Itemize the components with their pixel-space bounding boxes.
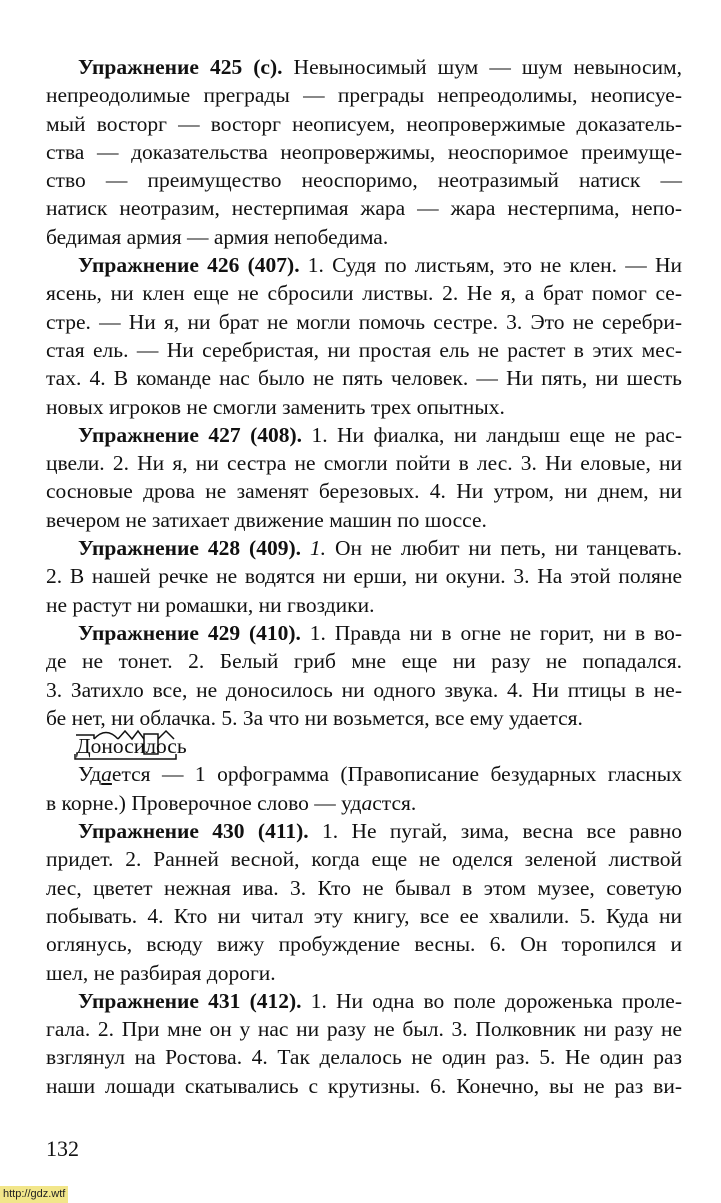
exercise-heading: Упражнение 426 (407).: [78, 253, 300, 278]
page-number: 132: [46, 1136, 79, 1161]
text-segment: стся.: [372, 790, 417, 815]
exercise-heading: Упражнение 425 (с).: [78, 55, 283, 79]
text-segment: 1. Ни фиалка, ни ландыш еще не рас-: [302, 422, 682, 447]
text-line: [46, 676, 682, 704]
text-segment: 1. Правда ни в огне не горит, ни в во-: [300, 620, 682, 645]
text-line: [46, 1072, 682, 1100]
text-line: [46, 874, 682, 902]
text-line: [46, 223, 682, 251]
text-segment: стре. — Ни я, ни брат не могли помочь сестре. 3. Это не серебри-: [46, 309, 682, 334]
text-segment: бедимая армия — армия непобедима.: [46, 224, 389, 249]
text-line: [46, 619, 682, 647]
text-line: [46, 930, 682, 958]
text-segment: взглянул на Ростова. 4. Так делалось не один раз. 5. Не один раз: [46, 1045, 682, 1070]
text-line: [46, 647, 682, 675]
text-segment: Невыносимый шум — шум невыносим,: [282, 55, 682, 79]
text-line: [46, 110, 682, 138]
text-line: [46, 364, 682, 392]
text-segment: цвели. 2. Ни я, ни сестра не смогли пойти в лес. 3. Ни еловые, ни: [46, 451, 682, 476]
text-segment: де не тонет. 2. Белый гриб мне еще ни разу не попадался.: [46, 649, 682, 674]
text-line: [46, 194, 682, 222]
text-segment: 1. Не пугай, зима, весна все равно: [308, 819, 682, 844]
text-segment: а: [101, 762, 112, 787]
text-line: [46, 845, 682, 873]
text-line: [46, 336, 682, 364]
text-line: [46, 166, 682, 194]
text-line: [46, 902, 682, 930]
text-line: [46, 760, 682, 788]
text-segment: Он не любит ни петь, ни танцевать.: [326, 536, 682, 561]
text-line: [46, 506, 682, 534]
text-segment: ство — преимущество неоспоримо, неотразимый натиск —: [46, 168, 682, 193]
text-line: [46, 251, 682, 279]
text-segment: сосновые дрова не заменят березовых. 4. Ни утром, ни днем, ни: [46, 479, 682, 504]
text-segment: 2. В нашей речке не водятся ни ерши, ни окуни. 3. На этой поляне: [46, 564, 682, 589]
exercise-heading: Упражнение 428 (409).: [78, 536, 301, 561]
text-line: [46, 1043, 682, 1071]
text-segment: придет. 2. Ранней весной, когда еще не оделся зеленой листвой: [46, 847, 682, 872]
text-line: [46, 591, 682, 619]
text-segment: стая ель. — Ни серебристая, ни простая ель не растет в этих мес-: [46, 337, 682, 362]
text-line: [46, 138, 682, 166]
text-segment: 1.: [309, 536, 327, 561]
text-segment: ства — доказательства неопровержимы, неоспоримое преимуще-: [46, 139, 682, 164]
text-segment: не растут ни ромашки, ни гвоздики.: [46, 592, 375, 617]
page-text: [46, 53, 682, 1100]
text-line: [46, 789, 682, 817]
text-line: [46, 1015, 682, 1043]
text-segment: побывать. 4. Кто ни читал эту книгу, все ее хвалили. 5. Куда ни: [46, 903, 682, 928]
text-segment: [301, 536, 310, 560]
text-line: [46, 477, 682, 505]
text-line: [46, 534, 682, 562]
exercise-heading: Упражнение 431 (412).: [78, 988, 302, 1013]
text-segment: шел, не разбирая дороги.: [46, 960, 276, 985]
text-segment: а: [361, 790, 373, 815]
morpheme-marks-icon: [72, 728, 202, 764]
text-segment: оглянусь, всюду вижу пробуждение весны. 6. Он торопился и: [46, 932, 682, 957]
text-line: [46, 393, 682, 421]
text-line: [46, 279, 682, 307]
text-segment: непреодолимые преграды — преграды непреодолимы, неописуе-: [46, 83, 682, 108]
text-line: [46, 732, 682, 760]
text-segment: в корне.) Проверочное слово — уд: [46, 790, 362, 815]
text-segment: Уд: [78, 762, 102, 787]
text-segment: бе нет, ни облачка. 5. За что ни возьмется, все ему удается.: [46, 705, 583, 730]
text-segment: гала. 2. При мне он у нас ни разу не был. 3. Полковник ни разу не: [46, 1017, 682, 1042]
exercise-heading: Упражнение 429 (410).: [78, 620, 301, 645]
text-line: [46, 562, 682, 590]
exercise-heading: Упражнение 427 (408).: [78, 422, 303, 447]
text-line: [46, 421, 682, 449]
text-line: [46, 308, 682, 336]
text-line: [46, 817, 682, 845]
morpheme-parsed-word: Доносилось: [46, 732, 187, 760]
watermark-link[interactable]: http://gdz.wtf: [0, 1186, 68, 1203]
text-segment: новых игроков не смогли заменить трех опытных.: [46, 394, 505, 419]
text-segment: 1. Ни одна во поле дороженька проле-: [301, 988, 682, 1013]
text-line: [46, 959, 682, 987]
text-segment: ется — 1 орфограмма (Правописание безударных гласных: [111, 762, 682, 787]
exercise-heading: Упражнение 430 (411).: [78, 819, 309, 844]
text-segment: ясень, ни клен еще не сбросили листвы. 2. Не я, а брат помог се-: [46, 281, 682, 306]
text-segment: натиск неотразим, нестерпимая жара — жара нестерпима, непо-: [46, 196, 682, 221]
text-segment: вечером не затихает движение машин по шоссе.: [46, 507, 487, 532]
text-line: [46, 987, 682, 1015]
text-line: [46, 53, 682, 81]
text-segment: тах. 4. В команде нас было не пять человек. — Ни пять, ни шесть: [46, 366, 682, 391]
text-segment: наши лошади скатывались с крутизны. 6. Конечно, вы не раз ви-: [46, 1073, 682, 1098]
text-segment: лес, цветет нежная ива. 3. Кто не бывал в этом музее, советую: [46, 875, 682, 900]
text-line: [46, 449, 682, 477]
text-segment: мый восторг — восторг неописуем, неопровержимые доказатель-: [46, 111, 682, 136]
text-segment: 1. Судя по листьям, это не клен. — Ни: [299, 253, 682, 278]
text-segment: 3. Затихло все, не доносилось ни одного звука. 4. Ни птицы в не-: [46, 677, 682, 702]
text-line: [46, 81, 682, 109]
